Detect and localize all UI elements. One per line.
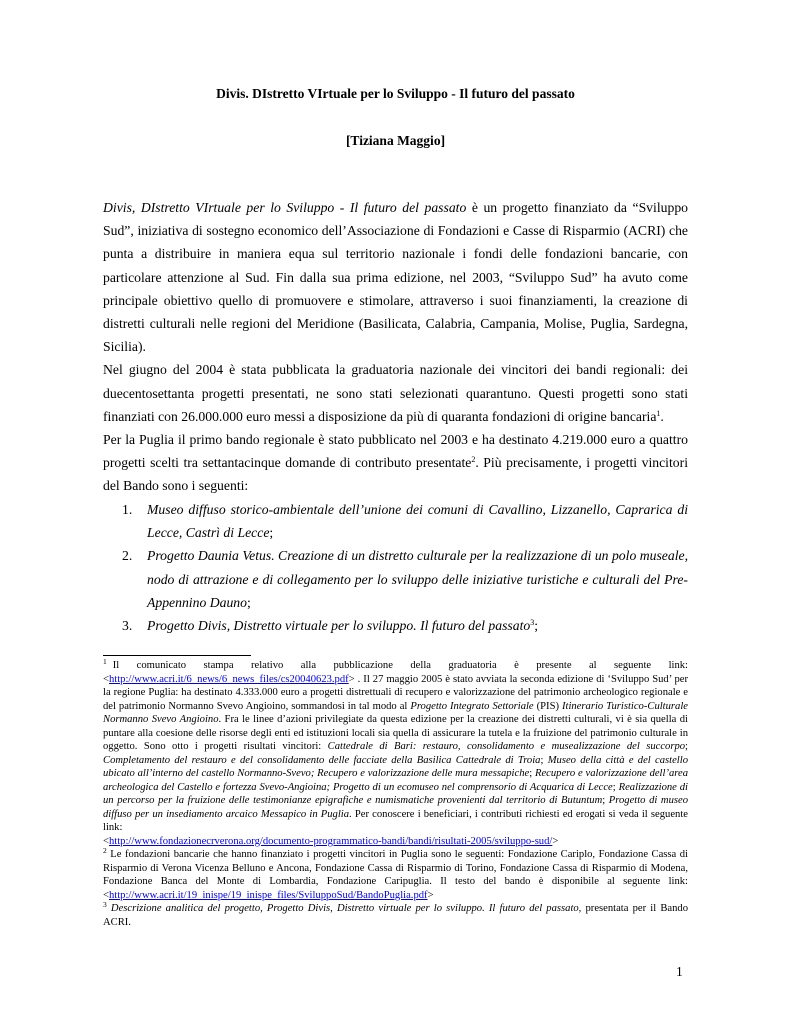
footnote-text: > . Il 27 maggio 2005 è stato avviata la seconda edizione di ‘Sviluppo Sud’ per la regione Puglia: ha destinato 4.333.000 euro a progetti distrettuali di recupero e valorizzazione del patrimonio archeologico regionale e del patrimonio Normanno Svevo Angioino, sommandosi in tal modo al <box>103 673 688 712</box>
project-end: ; <box>246 594 251 610</box>
footnote-separator <box>103 655 251 656</box>
author-name: [Tiziana Maggio] <box>345 133 446 148</box>
puglia-paragraph <box>103 428 688 498</box>
project-text: Progetto Divis, Distretto virtuale per lo sviluppo. Il futuro del passato <box>147 618 531 634</box>
footnote-ref-2[interactable]: 2 <box>471 455 476 465</box>
footnote-number: 2 <box>103 846 107 855</box>
acri-press-link[interactable]: http://www.acri.it/6_news/6_news_files/cs20040623.pdf <box>108 673 349 685</box>
intro-section <box>103 196 688 428</box>
intro-paragraph <box>103 196 688 358</box>
intro-paragraph-text: è un progetto finanziato da “Sviluppo Sud”, iniziativa di sostegno economico dell’Associazione di Fondazioni e Casse di Risparmio (ACRI) che punta a distribuire in maniera equa sul territorio nazionale i fondi delle fondazioni bancarie, con particolare attenzione al Sud. Fin dalla sua prima edizione, nel 2003, “Sviluppo Sud” ha avuto come principale obiettivo quello di promuovere e stimolare, attraverso i suoi finanziamenti, la creazione di distretti culturali nelle regioni del Meridione (Basilicata, Calabria, Campania, Molise, Puglia, Sardegna, Sicilia). <box>103 200 689 355</box>
footnote-italic: Descrizione analitica del progetto, Progetto Divis, Distretto virtuale per lo sviluppo. Il futuro del passato, <box>106 903 582 914</box>
footnote-text: ; <box>685 741 688 752</box>
list-number: 3. <box>122 618 133 634</box>
page-number: 1 <box>676 964 683 979</box>
list-number: 1. <box>122 502 133 517</box>
footnote-text: ; <box>602 795 609 806</box>
footnote-italic: Completamento del restauro e del consolidamento delle facciate della Basilica Cattedrale di Troia <box>103 754 541 766</box>
footnote-italic: Recupero e valorizzazione dell’area archeologica del Castello e fortezza Svevo-Angioina; Progetto di un ecomuseo nel comprensorio di Acquarica di Lecce <box>103 768 689 793</box>
footnote-text: Le fondazioni bancarie che hanno finanziato i progetti vincitori in Puglia sono le seguenti: Fondazione Cariplo, Fondazione Cassa di Risparmio di Verona Vicenza Belluno e Ancona, Fondazione Cassa di Risparmio di Torino, Fondazione Cassa di Risparmio di Modena, Fondazione Banca del Monte di Lombardia, Fondazione Caripuglia. Il testo del bando è disponibile al seguente link: < <box>103 849 688 901</box>
footnote-text: > <box>427 889 434 901</box>
graduatoria-paragraph <box>103 358 688 428</box>
footnote-2 <box>103 848 688 902</box>
graduatoria-text: Nel giugno del 2004 è stata pubblicata la graduatoria nazionale dei vincitori dei bandi regionali: dei duecentosettanta progetti presentati, ne sono stati selezionati quarantuno. Questi progetti sono stati finanziati con 26.000.000 euro messi a disposizione da più di quaranta fondazioni di origine bancaria <box>103 362 688 424</box>
list-item <box>103 544 688 614</box>
list-item <box>103 614 688 637</box>
footnote-3 <box>103 902 688 929</box>
footnote-italic: Museo della città e del castello ubicato all’interno del castello Normanno-Svevo; Recupero e valorizzazione delle mura messapiche <box>103 754 688 779</box>
project-end: ; <box>534 618 539 634</box>
graduatoria-end: . <box>660 408 664 424</box>
fondazione-verona-link[interactable]: http://www.fondazionecrverona.org/documento-programmatico-bandi/bandi/risultati-2005/sviluppo-sud/ <box>108 835 553 847</box>
footnote-text: Il comunicato stampa relativo alla pubblicazione della graduatoria è presente al seguente link: < <box>103 660 688 685</box>
puglia-text-end: . Più precisamente, i progetti vincitori del Bando sono i seguenti: <box>103 455 688 494</box>
list-number: 2. <box>122 548 133 564</box>
footnote-text: ; <box>529 768 535 779</box>
footnote-text: presentata per il Bando ACRI. <box>103 903 689 928</box>
footnote-1 <box>103 659 688 848</box>
footnote-text: < <box>103 835 109 847</box>
project-list <box>103 498 688 637</box>
footnote-number: 3 <box>103 900 107 909</box>
footnotes <box>103 659 688 929</box>
page-title: Divis. DIstretto VIrtuale per lo Sviluppo - Il futuro del passato <box>216 86 575 101</box>
project-text: Progetto Daunia Vetus. Creazione di un distretto culturale per la realizzazione di un polo museale, nodo di attrazione e di collegamento per lo sviluppo delle iniziative turistiche e culturali del Pre-Appennino Dauno <box>147 548 688 610</box>
footnote-text: > <box>552 835 559 847</box>
footnote-text: . Per conoscere i beneficiari, i contributi richiesti ed erogati si veda il seguente link: <box>103 808 688 833</box>
puglia-text: Per la Puglia il primo bando regionale è stato pubblicato nel 2003 e ha destinato 4.219.000 euro a quattro progetti scelti tra settantacinque domande di contributo presentate <box>103 432 688 471</box>
footnote-ref-1[interactable]: 1 <box>656 408 661 418</box>
footnote-text: ; <box>540 754 548 766</box>
footnote-italic: Progetto di museo diffuso per un insediamento arcaico Messapico in Puglia <box>103 795 688 820</box>
project-end: ; <box>269 525 274 541</box>
footnote-number: 1 <box>103 657 107 666</box>
bando-puglia-link[interactable]: http://www.acri.it/19_inispe/19_inispe_files/SviluppoSud/BandoPuglia.pdf <box>108 889 428 901</box>
footnote-italic: Realizzazione di un percorso per la fruizione delle testimonianze epigrafiche e numismatiche provenienti dal territorio di Butuntum <box>103 781 689 806</box>
footnote-italic: Itinerario Turistico-Culturale Normanno Svevo Angioino <box>103 700 688 725</box>
puglia-section <box>103 428 688 498</box>
list-item <box>103 498 688 544</box>
footnote-text: (PIS) <box>533 700 562 712</box>
project-text: Museo diffuso storico-ambientale dell’unione dei comuni di Cavallino, Lizzanello, Capraric​a di Lecce, Castrì di Lecce <box>147 502 688 541</box>
footnote-text: ; <box>612 781 619 793</box>
footnote-ref-3[interactable]: 3 <box>530 618 535 628</box>
footnote-italic: Cattedrale di Bari: restauro, consolidamento e musealizzazione del succorpo <box>327 741 686 752</box>
footnote-text: . Fra le linee d’azioni privilegiate da questa edizione per la creazione dei distretti culturali, vi è sia quella di puntare alla coesione delle risorse degli enti ed istituzioni locali sia quella di assicurare la tutela e la fruizione del patrimonio culturale in oggetto. Sono otto i progetti risultati vincitori: <box>103 714 688 752</box>
intro-italic-lead: Divis, DIstretto VIrtuale per lo Sviluppo - Il futuro del passato <box>103 200 467 215</box>
footnote-italic: Progetto Integrato Settoriale <box>410 700 534 712</box>
